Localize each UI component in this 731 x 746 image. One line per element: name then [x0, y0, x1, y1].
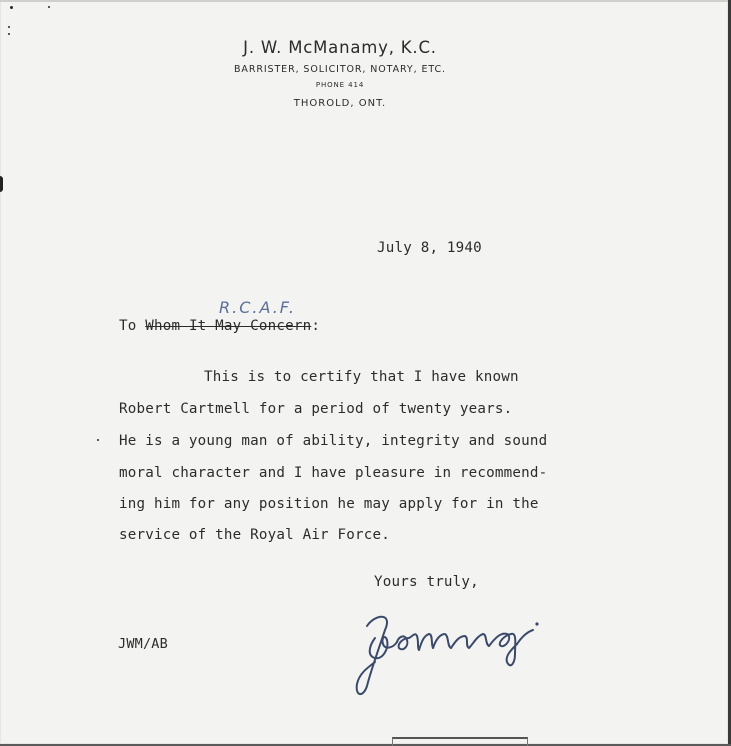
page-top-edge [0, 0, 728, 2]
letter-date: July 8, 1940 [377, 240, 482, 256]
letterhead-city: THOROLD, ONT. [293, 98, 387, 109]
scan-speck [8, 26, 10, 28]
body-line-6: service of the Royal Air Force. [119, 527, 390, 543]
scan-speck [8, 33, 10, 35]
body-line-1: This is to certify that I have known [204, 369, 519, 385]
letterhead-phone: PHONE 414 [315, 81, 365, 89]
body-line-4: moral character and I have pleasure in recommend- [119, 465, 548, 481]
punch-hole-mark [0, 176, 3, 192]
body-line-5: ing him for any position he may apply for in the [119, 496, 539, 512]
letterhead-name: J. W. McManamy, K.C. [243, 38, 437, 57]
typist-initials: JWM/AB [118, 636, 168, 652]
salutation-suffix: : [311, 318, 321, 334]
body-line-2: Robert Cartmell for a period of twenty years. [119, 401, 513, 417]
closing: Yours truly, [374, 574, 479, 590]
salutation-prefix: To [119, 318, 146, 334]
scan-speck [48, 6, 50, 8]
salutation [119, 318, 320, 334]
handwritten-signature [345, 598, 550, 703]
scan-speck [97, 439, 99, 441]
scan-speck [10, 6, 13, 9]
stamp-edge [392, 737, 528, 746]
salutation-struck-text: Whom It May Concern [145, 318, 312, 334]
body-line-3: He is a young man of ability, integrity and sound [119, 433, 548, 449]
letterhead-professions: BARRISTER, SOLICITOR, NOTARY, ETC. [234, 64, 446, 75]
handwritten-annotation: R.C.A.F. [219, 298, 297, 317]
